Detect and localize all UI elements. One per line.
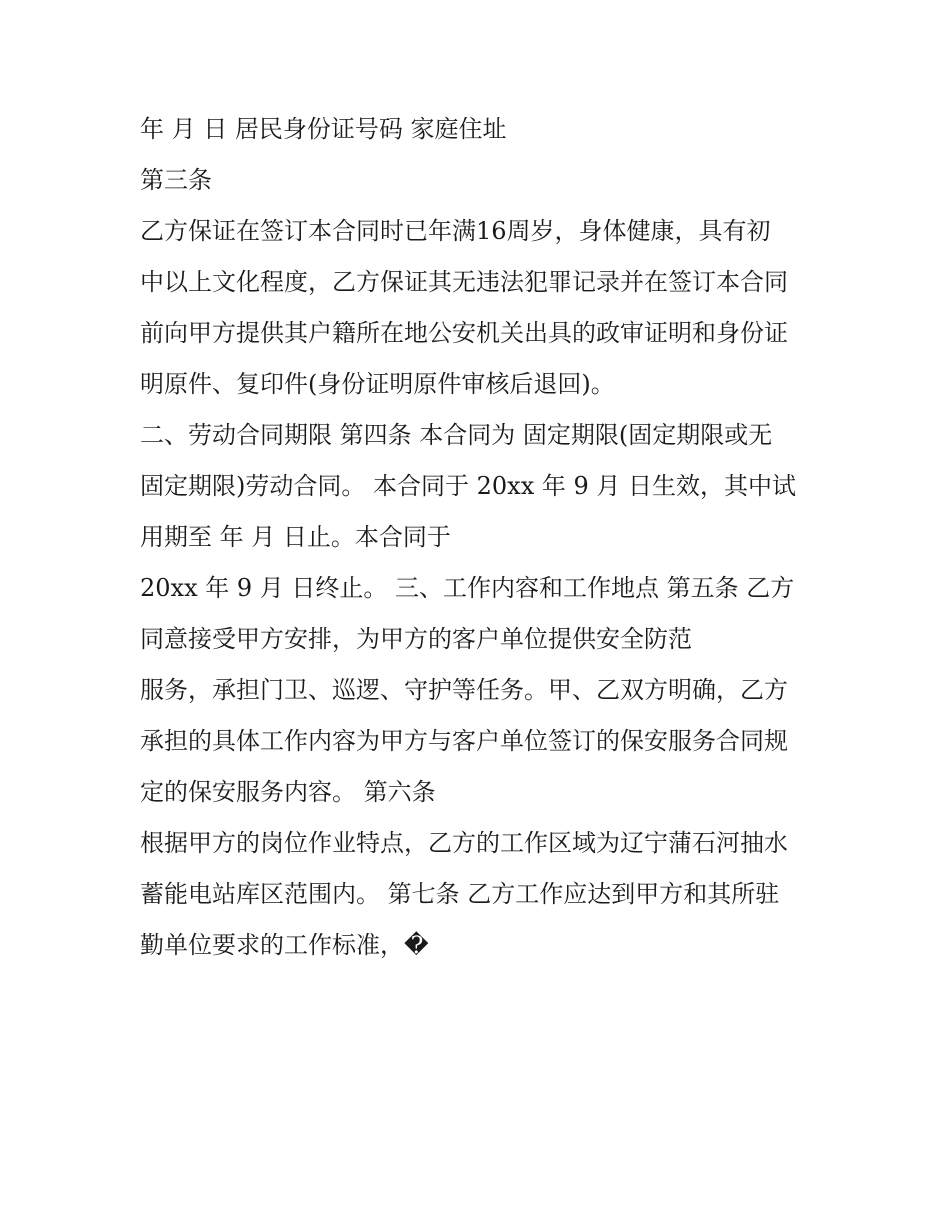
contract-body-text [140,104,830,971]
text-line: 蓄能电站库区范围内。 第七条 乙方工作应达到甲方和其所驻 [140,880,780,908]
text-line: 定的保安服务内容。 第六条 [140,778,436,806]
text-line: 同意接受甲方安排，为甲方的客户单位提供安全防范 [140,625,692,653]
text-line: 明原件、复印件(身份证明原件审核后退回)。 [140,370,615,398]
text-line: 固定期限)劳动合同。 本合同于 20xx 年 9 月 日生效，其中试 [140,472,797,500]
text-line: 中以上文化程度，乙方保证其无违法犯罪记录并在签订本合同 [140,268,788,296]
text-line: 前向甲方提供其户籍所在地公安机关出具的政审证明和身份证 [140,319,788,347]
text-line: 根据甲方的岗位作业特点，乙方的工作区域为辽宁蒲石河抽水 [140,829,788,857]
text-line: 承担的具体工作内容为甲方与客户单位签订的保安服务合同规 [140,727,788,755]
text-line: 乙方保证在签订本合同时已年满16周岁，身体健康，具有初 [140,217,771,245]
text-line: 第三条 [140,166,212,194]
text-line: 年 月 日 居民身份证号码 家庭住址 [140,115,507,143]
text-line: 20xx 年 9 月 日终止。 三、工作内容和工作地点 第五条 乙方 [140,574,795,602]
text-line: 服务，承担门卫、巡逻、守护等任务。甲、乙双方明确，乙方 [140,676,788,704]
text-line: 勤单位要求的工作标准，� [140,931,429,959]
text-line: 用期至 年 月 日止。本合同于 [140,523,451,551]
text-line: 二、劳动合同期限 第四条 本合同为 固定期限(固定期限或无 [140,421,773,449]
